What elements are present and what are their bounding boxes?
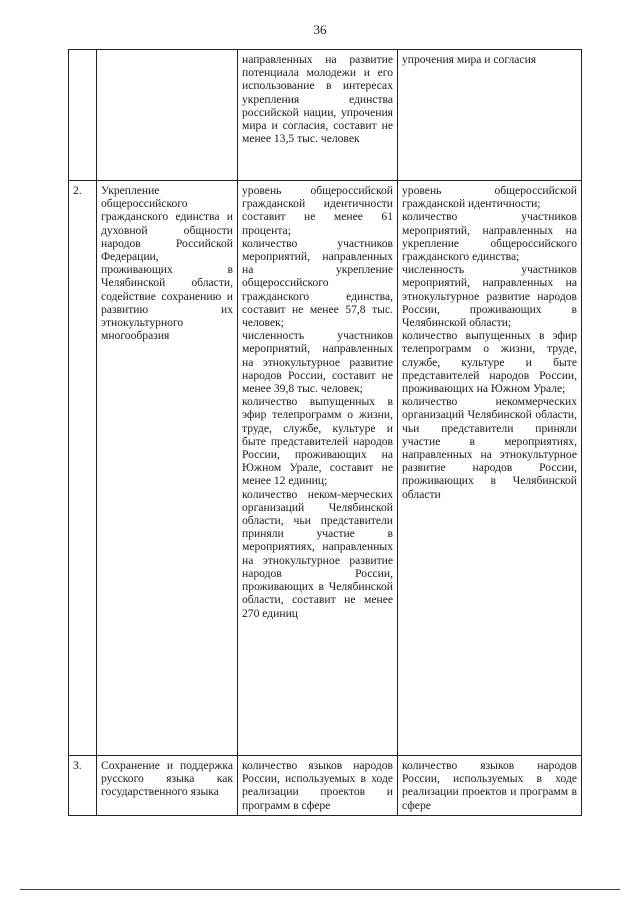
indicator-value: численность участников мероприятий, направленных на этнокультурное развитие народов России, составит не менее 39,8 тыс. человек; <box>242 329 393 396</box>
table-row <box>69 50 582 181</box>
program-table <box>68 49 582 816</box>
indicator-name: уровень общероссийской гражданской идентичности; <box>402 184 577 211</box>
task-name: Укрепление общероссийского гражданского единства и духовной общности народов Российской Федерации, проживающих в Челябинской области, содействие сохранению и развитию их этнокультурного многообразия <box>97 181 238 756</box>
indicator-name: количество участников мероприятий, направленных на укрепление общероссийского гражданского единства; <box>402 210 577 264</box>
indicator-value: количество выпущенных в эфир телепрограмм о жизни, труде, службе, культуре и быте представителей народов России, проживающих на Южном Урале, составит не менее 12 единиц; <box>242 395 393 488</box>
indicator-names <box>398 756 582 816</box>
indicator-values <box>238 756 398 816</box>
indicator-value: направленных на развитие потенциала молодежи и его использование в интересах укрепления единства российской нации, упрочения мира и согласия, составит не менее 13,5 тыс. человек <box>242 53 393 146</box>
table-row <box>69 756 582 816</box>
indicator-name: количество выпущенных в эфир телепрограмм о жизни, труде, службе, культуре и быте представителей народов России, проживающих на Южном Урале; <box>402 329 577 396</box>
row-number: 2. <box>69 181 97 756</box>
page-number: 36 <box>313 22 327 37</box>
indicator-name: численность участников мероприятий, направленных на этнокультурное развитие народов России, проживающих в Челябинской области; <box>402 263 577 330</box>
indicator-values <box>238 50 398 181</box>
indicator-name: количество некоммерческих организаций Челябинской области, чьи представители приняли участие в мероприятиях, направленных на этнокультурное развитие народов России, проживающих в Челябинской области <box>402 395 577 501</box>
indicator-name: упрочения мира и согласия <box>402 53 537 66</box>
row-number <box>69 50 97 181</box>
indicator-names <box>398 181 582 756</box>
task-name <box>97 50 238 181</box>
indicator-value: уровень общероссийской гражданской идентичности составит не менее 61 процента; <box>242 184 393 237</box>
task-name: Сохранение и поддержка русского языка как государственного языка <box>97 756 238 816</box>
row-number: 3. <box>69 756 97 816</box>
indicator-value: количество неком-мерческих организаций Челябинской области, чьи представители приняли участие в мероприятиях, направленных на этнокультурное развитие народов России, проживающих в Челябинской области, составит не менее 270 единиц <box>242 487 393 620</box>
indicator-value: количество языков народов России, используемых в ходе реализации проектов и программ в сфере <box>242 759 393 812</box>
table-row <box>69 181 582 756</box>
indicator-name: количество языков народов России, используемых в ходе реализации проектов и программ в сфере <box>402 759 577 812</box>
indicator-value: количество участников мероприятий, направленных на укрепление общероссийского гражданского единства, составит не менее 57,8 тыс. человек; <box>242 236 393 330</box>
indicator-values <box>238 181 398 756</box>
footer-rule <box>20 889 620 890</box>
indicator-names <box>398 50 582 181</box>
